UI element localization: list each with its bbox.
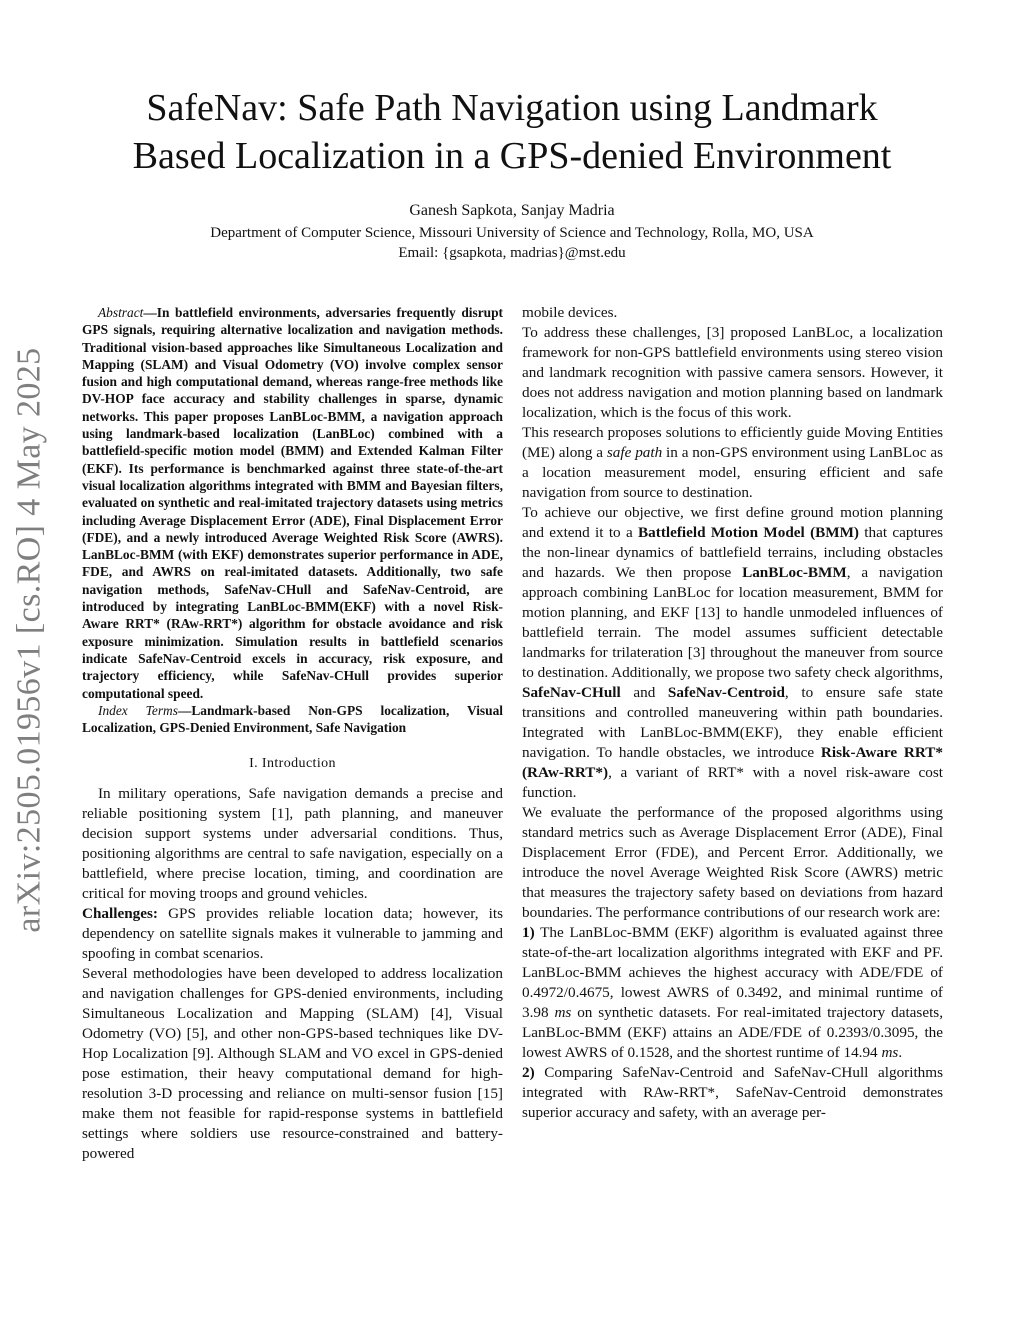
safe-path-emphasis: safe path — [606, 444, 663, 461]
right-p3-text-d: and — [620, 684, 668, 701]
raw-rrt-term: Risk-Aware RRT* (RAw-RRT*) — [522, 744, 943, 781]
right-p2-text-a: This research proposes solutions to efficiently guide Moving Entities (ME) along a — [522, 424, 943, 461]
right-p3-text-f: , a variant of RRT* with a novel risk-aware cost function. — [522, 764, 943, 801]
challenges-paragraph — [82, 904, 503, 964]
right-paragraph-0: mobile devices. — [522, 304, 618, 321]
section-heading-introduction: I. Introduction — [249, 756, 336, 772]
intro-paragraph-3: Several methodologies have been developed to address localization and navigation challenges for GPS-denied environments, including Simultaneous Localization and Mapping (SLAM) [4], Visual Odometry (VO) [5], and other non-GPS-based techniques like DV-Hop Localization [9]. Although SLAM and VO excel in GPS-denied pose estimation, their heavy computational demand for high-resolution 3-D processing and reliance on multi-sensor fusion [15] make them not feasible for rapid-response systems in battlefield settings where soldiers use resource-constrained and battery-powered — [82, 965, 503, 1163]
lanbloc-bmm-term: LanBLoc-BMM — [742, 564, 847, 581]
challenges-text: GPS provides reliable location data; however, its dependency on satellite signals makes it vulnerable to jamming and spoofing in combat scenarios. — [82, 905, 503, 963]
abstract-lead: Abstract — [98, 305, 144, 320]
author-list: Ganesh Sapkota, Sanjay Madria — [409, 202, 615, 219]
title-line-2: Based Localization in a GPS-denied Environment — [132, 135, 892, 177]
index-terms-text: —Landmark-based Non-GPS localization, Visual Localization, GPS-Denied Environment, Safe Navigation — [82, 702, 503, 736]
affiliation: Department of Computer Science, Missouri University of Science and Technology, Rolla, MO, USA — [210, 225, 814, 241]
abstract — [82, 304, 503, 702]
safenav-centroid-term: SafeNav-Centroid — [667, 684, 785, 701]
contribution-1-text-b: on synthetic datasets. For real-imitated trajectory datasets, LanBLoc-BMM (EKF) attains an ADE/FDE of 0.2393/0.3095, the lowest AWRS of 0.1528, and the shortest runtime of 14.94 — [522, 1004, 944, 1061]
right-p2-text-b: in a non-GPS environment using LanBLoc as a location measurement model, ensuring efficient and safe navigation from source to destination. — [522, 444, 943, 501]
right-paragraph-1: To address these challenges, [3] proposed LanBLoc, a localization framework for non-GPS battlefield environments using stereo vision and landmark recognition with passive camera sensors. However, it does not address navigation and motion planning based on landmark localization, which is the focus of this work. — [522, 324, 943, 421]
contribution-1-number: 1) — [522, 924, 535, 941]
left-column — [82, 304, 503, 1164]
index-terms — [82, 702, 503, 737]
unit-ms-2: ms — [881, 1044, 899, 1061]
contribution-2 — [522, 1063, 943, 1123]
abstract-text: —In battlefield environments, adversaries frequently disrupt GPS signals, requiring alternative localization and navigation methods. Traditional vision-based approaches like Simultaneous Localization and Mapping (SLAM) and Visual Odometry (VO) involve complex sensor fusion and high computational demand, whereas range-free methods like DV-HOP face accuracy and stability challenges in sparse, dynamic networks. This paper proposes LanBLoc-BMM, a navigation approach using landmark-based localization (LanBLoc) combined with a battlefield-specific motion model (BMM) and Extended Kalman Filter (EKF). Its performance is benchmarked against three state-of-the-art visual localization algorithms integrated with BMM and Bayesian filters, evaluated on synthetic and real-imitated trajectory datasets using metrics including Average Displacement Error (ADE), Final Displacement Error (FDE), and a newly introduced Average Weighted Risk Score (AWRS). LanBLoc-BMM (with EKF) demonstrates superior performance in ADE, FDE, and AWRS on real-imitated datasets. Additionally, two safe navigation methods, SafeNav-CHull and SafeNav-Centroid, are introduced by integrating LanBLoc-BMM(EKF) with a novel Risk-Aware RRT* (RAw-RRT*) algorithm for obstacle avoidance and risk exposure minimization. Simulation results in battlefield scenarios indicate SafeNav-Centroid excels in accuracy, risk exposure, and trajectory efficiency, while SafeNav-CHull provides superior computational speed. — [82, 305, 503, 701]
contribution-1-text-a: The LanBLoc-BMM (EKF) algorithm is evaluated against three state-of-the-art localization algorithms integrated with EKF and PF. LanBLoc-BMM achieves the highest accuracy with ADE/FDE of 0.4972/0.4675, lowest AWRS of 0.3492, and minimal runtime of 3.98 — [522, 924, 943, 1021]
contribution-1-text-c: . — [898, 1044, 903, 1061]
challenges-label: Challenges: — [82, 905, 158, 923]
arxiv-identifier: arXiv:2505.01956v1 [cs.RO] 4 May 2025 — [11, 347, 48, 933]
right-column — [522, 303, 943, 1123]
right-p3-text-c: , a navigation approach combining LanBLoc for location measurement, BMM for motion planning, and EKF [13] to handle unmodeled influences of battlefield terrain. The model assumes sufficient detectable landmarks for trilateration [3] throughout the maneuver from source to destination. Additionally, we propose two safety check algorithms, — [522, 564, 943, 681]
right-paragraph-4: We evaluate the performance of the proposed algorithms using standard metrics such as Average Displacement Error (ADE), Final Displacement Error (FDE), and Percent Error. Additionally, we introduce the novel Average Weighted Risk Score (AWRS) metric that measures the trajectory safety based on deviations from hazard boundaries. The performance contributions of our research work are: — [522, 804, 943, 921]
right-p3-text-a: To achieve our objective, we first define ground motion planning and extend it to a — [522, 504, 943, 541]
intro-paragraph-1: In military operations, Safe navigation demands a precise and reliable positioning system [1], path planning, and maneuver decision support systems under adversarial conditions. Thus, positioning algorithms are central to safe navigation, especially on a battlefield, where precise location, timing, and coordination are critical for moving troops and ground vehicles. — [82, 785, 503, 903]
bmm-term: Battlefield Motion Model (BMM) — [638, 524, 859, 541]
arxiv-side-stamp — [2, 347, 58, 933]
right-paragraph-2 — [522, 423, 943, 503]
contribution-2-text: Comparing SafeNav-Centroid and SafeNav-CHull algorithms integrated with RAw-RRT*, SafeNav-Centroid demonstrates superior accuracy and safety, with an average per- — [522, 1064, 943, 1121]
title-line-1: SafeNav: Safe Path Navigation using Landmark — [146, 87, 878, 129]
index-terms-lead: Index Terms — [98, 702, 178, 718]
right-p3-text-b: that captures the non-linear dynamics of battlefield terrains, including obstacles and hazards. We then propose — [522, 524, 944, 581]
paper-title — [80, 84, 944, 180]
unit-ms-1: ms — [554, 1004, 572, 1021]
right-paragraph-3 — [522, 503, 943, 803]
contribution-1 — [522, 923, 943, 1063]
right-p3-text-e: , to ensure safe state transitions and controlled maneuvering within path boundaries. Integrated with LanBLoc-BMM(EKF), they enable efficient navigation. To handle obstacles, we introduce — [522, 684, 943, 761]
contribution-2-number: 2) — [522, 1064, 535, 1081]
contact-email: Email: {gsapkota, madrias}@mst.edu — [398, 245, 626, 261]
safenav-chull-term: SafeNav-CHull — [522, 684, 621, 701]
